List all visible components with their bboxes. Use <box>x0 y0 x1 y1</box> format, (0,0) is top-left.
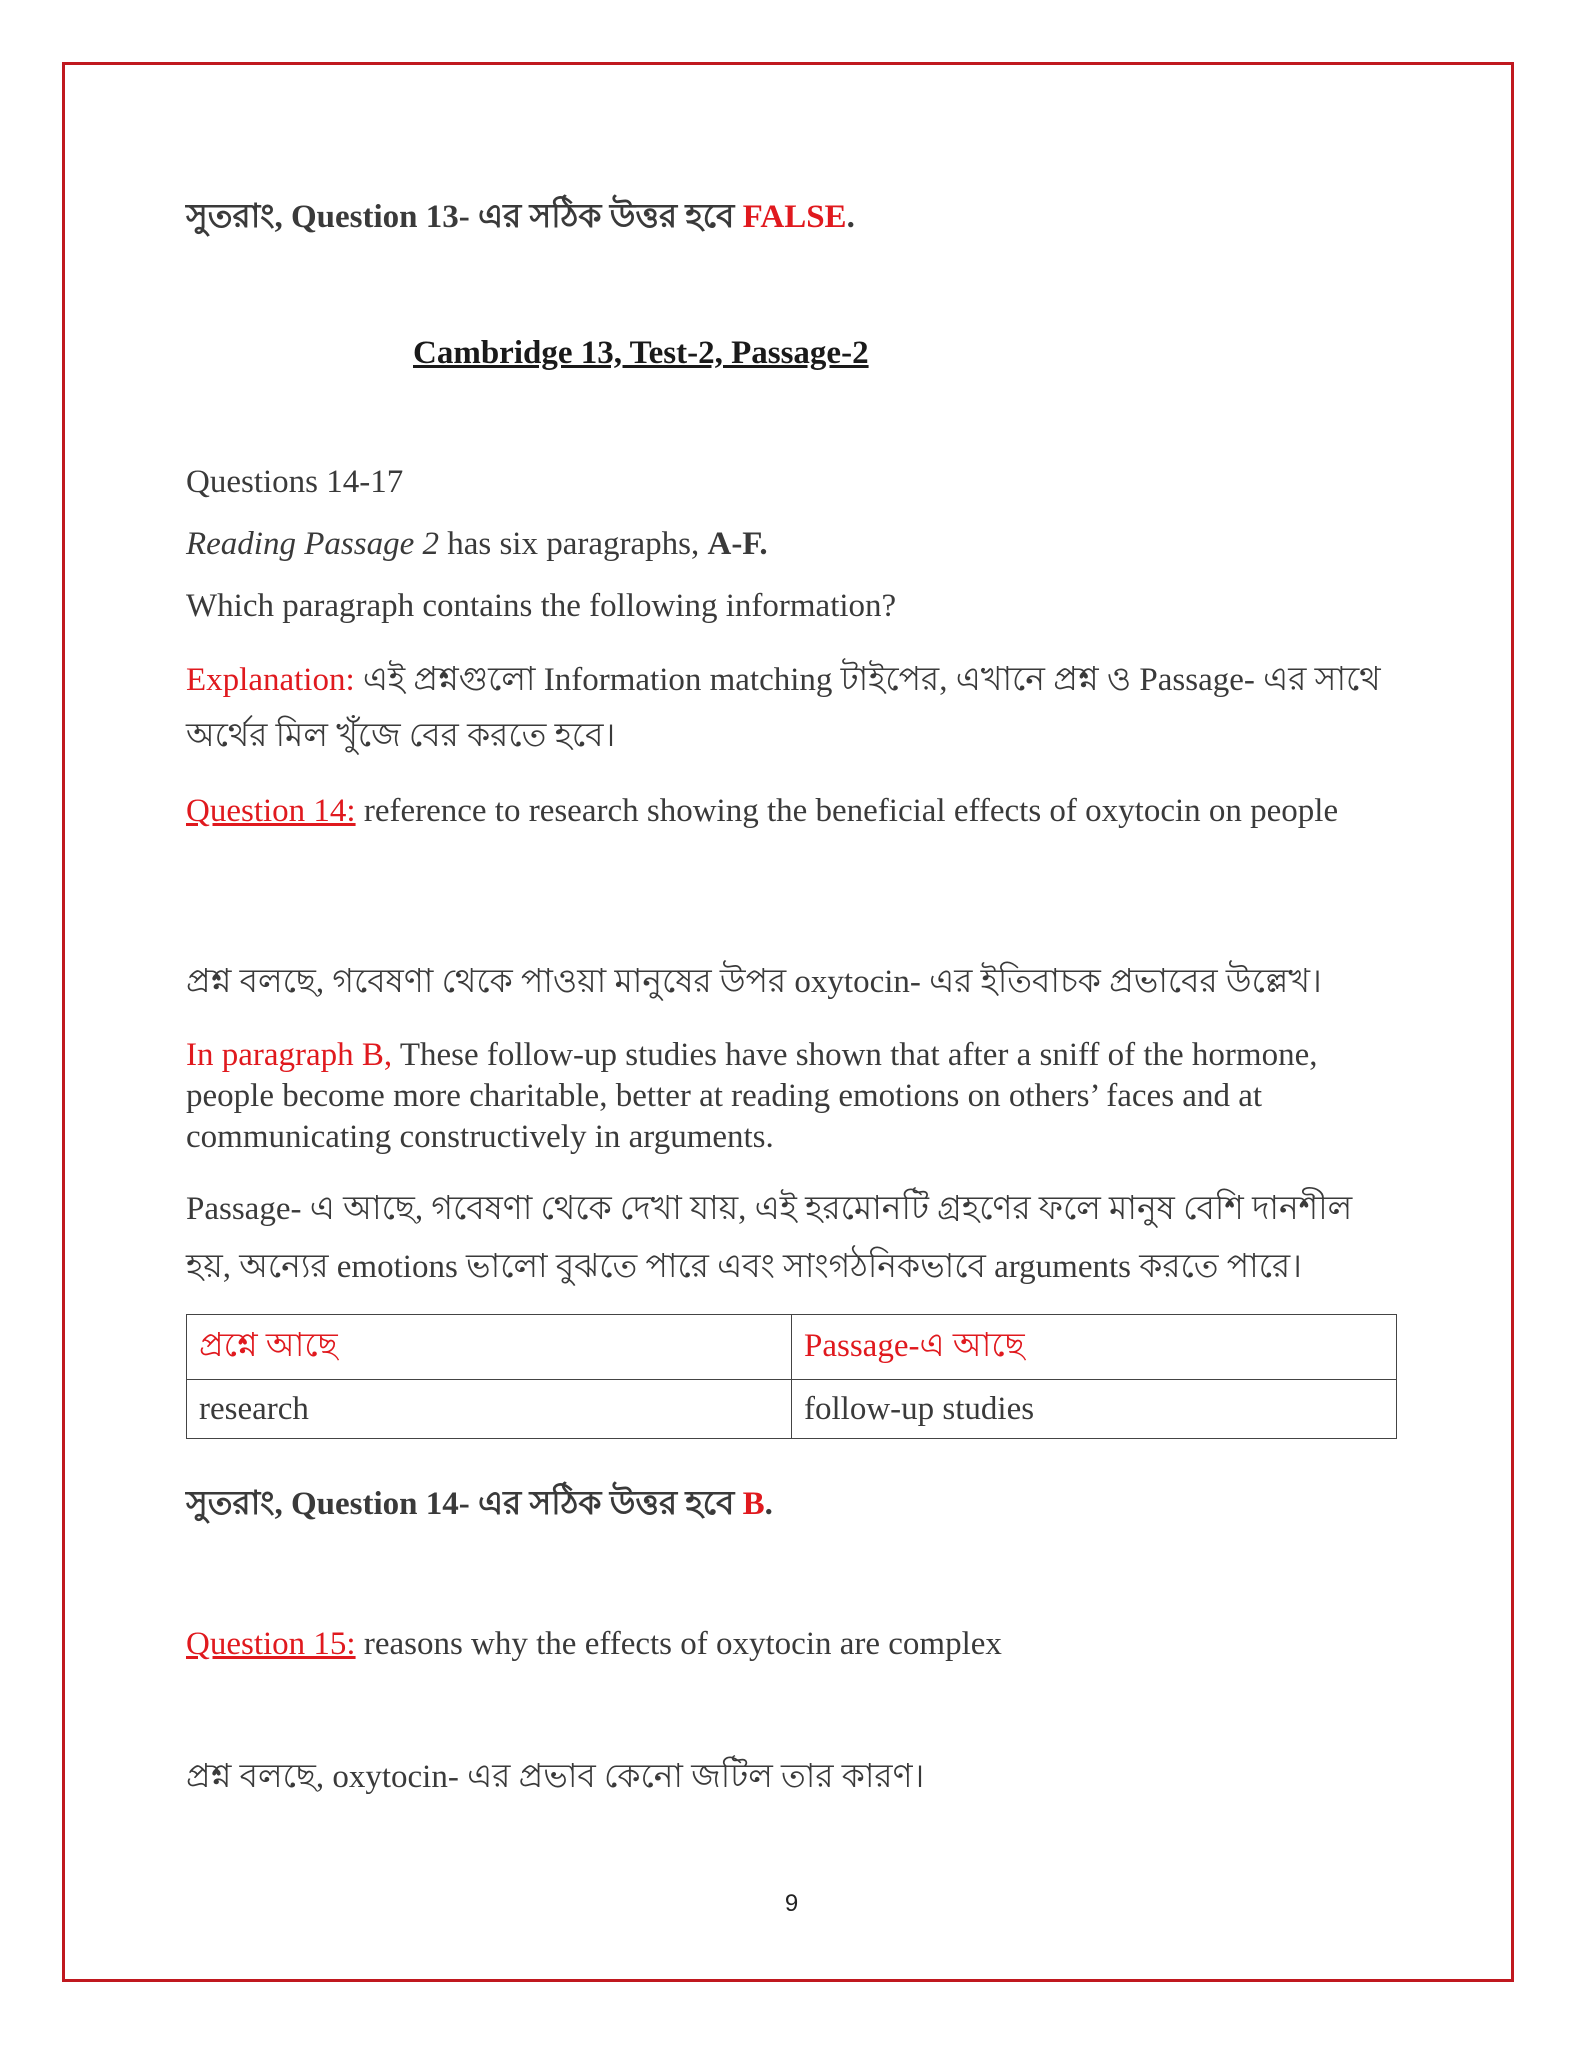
table-header-passage: Passage-এ আছে <box>792 1315 1397 1380</box>
q14-answer: B <box>742 1486 765 1522</box>
q15-label: Question 15: <box>186 1626 356 1662</box>
questions-range: Questions 14-17 <box>186 464 404 500</box>
table-row <box>187 1380 1397 1439</box>
q13-conclusion <box>186 195 1396 239</box>
table-header-row <box>187 1315 1397 1380</box>
table-header-question: প্রশ্নে আছে <box>187 1315 792 1380</box>
q15-text: reasons why the effects of oxytocin are complex <box>355 1626 1002 1662</box>
q13-conclusion-text: সুতরাং, Question 13- এর সঠিক উত্তর হবে <box>186 199 743 235</box>
instruction-bold: A-F. <box>707 526 768 562</box>
instruction-middle: has six paragraphs, <box>438 526 708 562</box>
q14-text: reference to research showing the beneficial effects of oxytocin on people <box>355 793 1339 829</box>
q14-label: Question 14: <box>186 793 356 829</box>
explanation-text: এই প্রশ্নগুলো Information matching টাইপের, এখানে প্রশ্ন ও Passage- এর সাথে অর্থের মিল খুঁজে বের করতে হবে। <box>186 662 1381 754</box>
instruction <box>186 522 1396 566</box>
q13-suffix: . <box>846 199 855 235</box>
q14-para-label: In paragraph B, <box>186 1037 393 1073</box>
page-number: 9 <box>784 1890 799 1917</box>
instruction-italic: Reading Passage 2 <box>186 526 439 562</box>
q14-heading <box>186 790 1396 832</box>
q14-paragraph <box>186 1035 1396 1158</box>
page-title: Cambridge 13, Test-2, Passage-2 <box>413 335 869 371</box>
q14-conclusion-text: সুতরাং, Question 14- এর সঠিক উত্তর হবে <box>186 1486 743 1522</box>
comparison-table <box>186 1314 1397 1439</box>
explanation <box>186 652 1396 764</box>
q14-para-text: These follow-up studies have shown that after a sniff of the hormone, people become more charitable, better at reading emotions on others’ faces and at communicating constructively in arguments. <box>186 1037 1318 1155</box>
q14-conclusion <box>186 1482 1396 1526</box>
q14-bangla: প্রশ্ন বলছে, গবেষণা থেকে পাওয়া মানুষের উপর oxytocin- এর ইতিবাচক প্রভাবের উল্লেখ। <box>186 964 1322 1000</box>
q15-heading <box>186 1622 1396 1666</box>
q14-passage-bangla: Passage- এ আছে, গবেষণা থেকে দেখা যায়, এই হরমোনটি গ্রহণের ফলে মানুষ বেশি দানশীল হয়, অন্যের emotions ভালো বুঝতে পারে এবং সাংগঠনিকভাবে arguments করতে পারে। <box>186 1191 1353 1285</box>
question-prompt: Which paragraph contains the following information? <box>186 588 897 624</box>
table-cell-passage: follow-up studies <box>792 1380 1397 1439</box>
q13-answer: FALSE <box>742 199 847 235</box>
explanation-label: Explanation: <box>186 662 355 698</box>
table-cell-question: research <box>187 1380 792 1439</box>
q15-bangla: প্রশ্ন বলছে, oxytocin- এর প্রভাব কেনো জটিল তার কারণ। <box>186 1759 925 1795</box>
q14-suffix: . <box>764 1486 773 1522</box>
